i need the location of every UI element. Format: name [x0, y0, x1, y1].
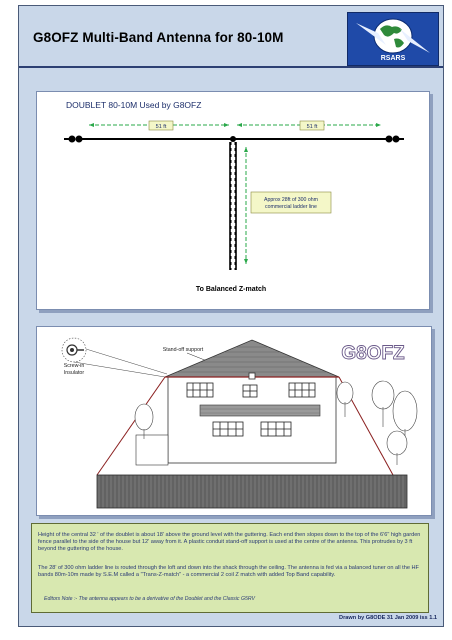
logo-text: RSARS — [380, 55, 406, 62]
insulator-label-line1: Screw-in — [63, 363, 85, 369]
drawn-by-credit: Drawn by G8ODE 31 Jan 2009 iss 1.1 — [339, 615, 437, 621]
left-dimension — [89, 121, 229, 130]
left-end-insulator-icon — [64, 136, 83, 143]
page-title: G8OFZ Multi-Band Antenna for 80-10M — [33, 30, 284, 45]
insulator-label-line2: Insulator — [63, 370, 85, 376]
notes-paragraph-1: Height of the central 32 ' of the doublet is about 18' above the ground level with the guttering. Each end then slopes down to the top of the 6'6" high garden fence parallel to the side of the house but 12' away from it. A plastic conduit stand-off support is used at the centre of the antenna. This protrudes by 3 ft beyond the guttering of the house. — [38, 532, 421, 553]
globe-icon — [348, 13, 438, 65]
right-length-label: 51 ft — [306, 124, 318, 130]
right-end-insulator-icon — [386, 136, 405, 143]
rsars-logo — [347, 12, 439, 66]
garden-fence — [97, 475, 407, 508]
right-dimension — [237, 121, 381, 130]
screw-in-insulator-icon — [67, 345, 84, 355]
standoff-label: Stand-off support — [162, 347, 204, 353]
feeder-note — [251, 192, 331, 213]
ladder-line-feeder — [230, 142, 236, 270]
house-illustration — [37, 327, 431, 515]
doublet-diagram-panel — [36, 91, 430, 310]
house-illustration-panel — [36, 326, 432, 516]
editors-note: Editors Note :- The antenna appears to be a derivative of the Doublet and the Classic G5RV — [44, 596, 255, 602]
page-header — [19, 6, 443, 68]
porch-roof — [200, 405, 320, 416]
standoff-support — [249, 373, 255, 379]
diagram-title: DOUBLET 80-10M Used by G8OFZ — [66, 100, 202, 110]
page-sheet — [18, 5, 444, 627]
doublet-diagram — [37, 92, 429, 309]
side-annex — [136, 435, 168, 465]
centre-insulator-icon — [230, 136, 236, 142]
feeder-dimension — [244, 147, 248, 264]
feeder-note-line2: commercial ladder line — [265, 204, 317, 210]
feeder-note-line1: Approx 28ft of 300 ohm — [264, 197, 318, 203]
left-length-label: 51 ft — [155, 124, 167, 130]
notes-box — [31, 523, 429, 613]
notes-paragraph-2: The 28' of 300 ohm ladder line is routed through the loft and down into the shack through the ceiling. The antenna is fed via a balanced tuner on all the HF bands 80m-10m made by S.E.M called a "Trans-Z-match" - a commercial 2 coil Z match with added Top Band capability. — [38, 565, 419, 579]
feeder-destination-label: To Balanced Z-match — [195, 286, 267, 293]
upper-windows — [187, 383, 315, 397]
callsign-sign: G8OFZ — [341, 343, 405, 364]
house-roof — [162, 340, 339, 377]
